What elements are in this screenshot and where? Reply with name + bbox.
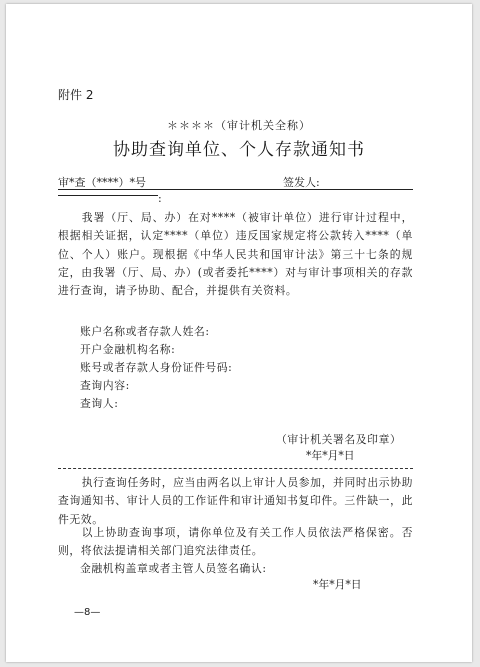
field-query-content: 查询内容:	[80, 379, 130, 392]
signer-label: 签发人:	[283, 176, 320, 189]
cut-line	[58, 468, 413, 469]
header-rule	[58, 189, 413, 190]
annex-label: 附件 2	[58, 88, 94, 102]
issue-date: *年*月*日	[306, 449, 355, 462]
field-bank-name: 开户金融机构名称:	[80, 343, 176, 356]
recipient-colon: :	[158, 192, 162, 205]
confirmation-label: 金融机构盖章或者主管人员签名确认:	[80, 562, 267, 575]
seal-note: （审计机关署名及印章）	[276, 433, 402, 446]
recipient-blank	[58, 195, 158, 196]
field-queried-by: 查询人:	[80, 397, 119, 410]
document-page	[6, 4, 472, 662]
document-title: 协助查询单位、个人存款通知书	[113, 140, 365, 160]
issuer-line: ＊＊＊＊（审计机关全称）	[167, 119, 311, 132]
note-paragraph-2: 以上协助查询事项，请你单位及有关工作人员依法严格保密。否则，将依法提请相关部门追究法律责任。	[58, 526, 413, 558]
document-number: 审*查（****）*号	[58, 176, 146, 189]
main-paragraph: 我署（厅、局、办）在对****（被审计单位）进行审计过程中，根据相关证据，认定****（单位）违反国家规定将公款转入****（单位、个人）账户。现根据《中华人民共和国审计法》第三十七条的规定，由我署（厅、局、办）(或者委托****）对与审计事项相关的存款进行查询，请予协助、配合，并提供有关资料。	[58, 211, 413, 298]
note-paragraph-1: 执行查询任务时，应当由两名以上审计人员参加，并同时出示协助查询通知书、审计人员的工作证件和审计通知书复印件。三件缺一，此件无效。	[58, 476, 413, 526]
field-account-name: 账户名称或者存款人姓名:	[80, 325, 210, 338]
confirmation-date: *年*月*日	[313, 578, 362, 591]
page-number: —8—	[74, 607, 101, 618]
field-account-number: 账号或者存款人身份证件号码:	[80, 361, 233, 374]
